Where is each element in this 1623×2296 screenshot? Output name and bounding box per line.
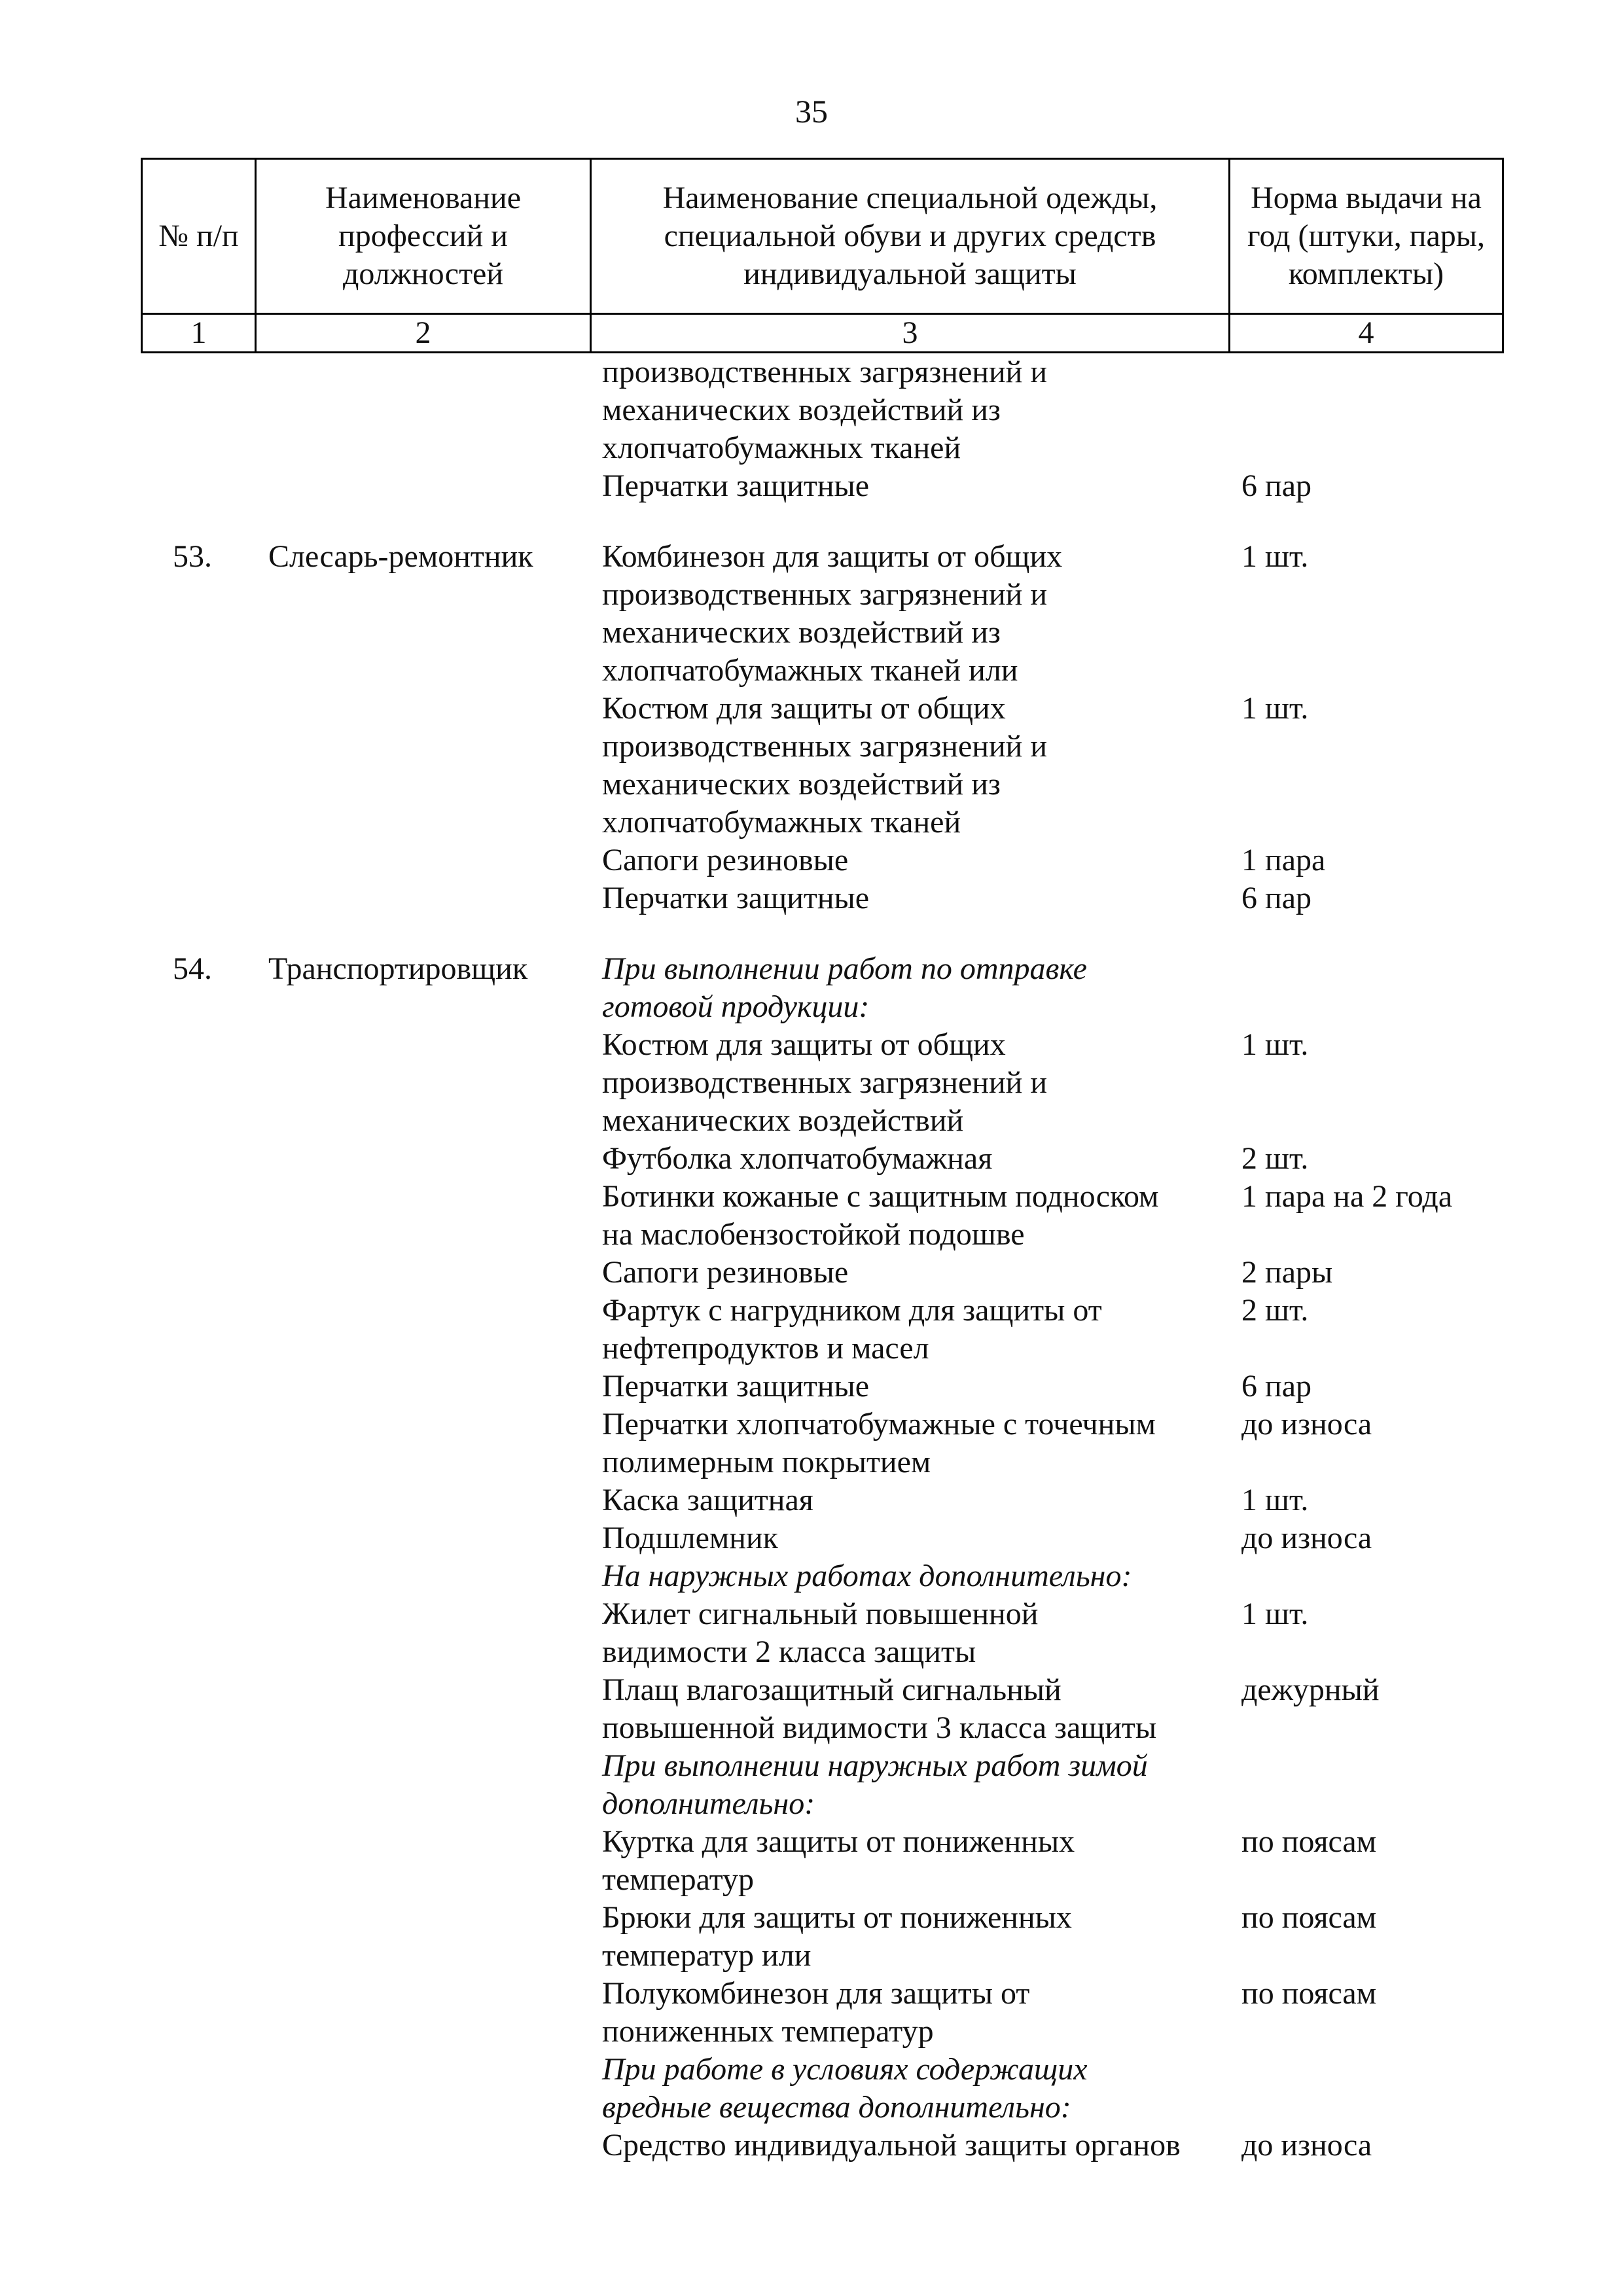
row-item: видимости 2 класса защиты — [602, 1634, 976, 1669]
row-item: Полукомбинезон для защиты от — [602, 1976, 1030, 2011]
row-item: При выполнении наружных работ зимой — [602, 1748, 1148, 1783]
row-item: хлопчатобумажных тканей — [602, 431, 961, 465]
row-norm: 1 шт. — [1241, 1483, 1309, 1517]
table-row — [0, 1216, 1623, 1254]
row-norm: 1 пара на 2 года — [1241, 1179, 1453, 1214]
row-profession: Транспортировщик — [268, 951, 528, 986]
row-item: Комбинезон для защиты от общих — [602, 539, 1063, 574]
row-item: Перчатки хлопчатобумажные с точечным — [602, 1407, 1156, 1441]
table-row — [0, 879, 1623, 917]
row-item: Костюм для защиты от общих — [602, 691, 1006, 726]
row-norm: 6 пар — [1241, 881, 1311, 915]
row-item: Перчатки защитные — [602, 1369, 870, 1404]
table-row — [0, 1823, 1623, 1861]
table-row — [0, 2127, 1623, 2164]
table-row — [0, 1671, 1623, 1709]
row-item: готовой продукции: — [602, 989, 870, 1024]
table-row — [0, 1178, 1623, 1216]
row-item: хлопчатобумажных тканей — [602, 805, 961, 839]
table-row — [0, 1899, 1623, 1937]
row-item: механических воздействий из — [602, 615, 1001, 650]
table-row — [0, 2051, 1623, 2089]
row-item: производственных загрязнений и — [602, 355, 1048, 389]
row-item: вредные вещества дополнительно: — [602, 2090, 1071, 2125]
row-norm: 1 шт. — [1241, 691, 1309, 726]
row-norm: по поясам — [1241, 1900, 1377, 1935]
row-norm: 2 шт. — [1241, 1293, 1309, 1328]
row-item: Перчатки защитные — [602, 881, 870, 915]
table-row — [0, 1026, 1623, 1064]
page-number: 35 — [795, 93, 828, 130]
header-profession: Наименование профессий и должностей — [256, 159, 591, 314]
table-row — [0, 1633, 1623, 1671]
table-row — [0, 1481, 1623, 1519]
row-norm: 1 шт. — [1241, 539, 1309, 574]
table-row — [0, 2013, 1623, 2051]
row-norm: 1 шт. — [1241, 1597, 1309, 1631]
row-item: производственных загрязнений и — [602, 729, 1048, 764]
row-item: производственных загрязнений и — [602, 1065, 1048, 1100]
row-item: Средство индивидуальной защиты органов — [602, 2128, 1181, 2163]
row-item: на маслобензостойкой подошве — [602, 1217, 1025, 1252]
table-row — [0, 429, 1623, 467]
row-item: механических воздействий из — [602, 767, 1001, 802]
row-item: При выполнении работ по отправке — [602, 951, 1087, 986]
row-norm: по поясам — [1241, 1976, 1377, 2011]
row-item: хлопчатобумажных тканей или — [602, 653, 1018, 688]
table-row — [0, 728, 1623, 766]
table-row — [0, 391, 1623, 429]
table-row — [0, 1443, 1623, 1481]
table-row — [0, 1292, 1623, 1330]
row-item: Сапоги резиновые — [602, 1255, 849, 1290]
row-norm: 1 пара — [1241, 843, 1326, 877]
row-item: Фартук с нагрудником для защиты от — [602, 1293, 1102, 1328]
table-row — [0, 1519, 1623, 1557]
table-row — [0, 766, 1623, 804]
table-row — [0, 1557, 1623, 1595]
header-norm: Норма выдачи на год (штуки, пары, комплекты) — [1230, 159, 1503, 314]
row-norm: до износа — [1241, 1407, 1372, 1441]
table-row — [0, 1064, 1623, 1102]
row-norm: 6 пар — [1241, 468, 1311, 503]
table-row — [0, 1368, 1623, 1405]
row-item: Сапоги резиновые — [602, 843, 849, 877]
row-item: механических воздействий из — [602, 393, 1001, 427]
table-row — [0, 1975, 1623, 2013]
row-norm: до износа — [1241, 2128, 1372, 2163]
table-row — [0, 1330, 1623, 1368]
row-item: Жилет сигнальный повышенной — [602, 1597, 1039, 1631]
row-number: 53. — [173, 539, 212, 574]
row-number: 54. — [173, 951, 212, 986]
row-norm: дежурный — [1241, 1672, 1380, 1707]
table-row — [0, 690, 1623, 728]
row-item: Ботинки кожаные с защитным подноском — [602, 1179, 1159, 1214]
row-item: Подшлемник — [602, 1521, 778, 1555]
row-item: нефтепродуктов и масел — [602, 1331, 929, 1366]
table-row — [0, 1785, 1623, 1823]
table-row — [0, 1937, 1623, 1975]
table-row — [0, 1861, 1623, 1899]
table-header — [141, 158, 1504, 353]
row-item: температур — [602, 1862, 755, 1897]
table-row — [0, 988, 1623, 1026]
row-item: Футболка хлопчатобумажная — [602, 1141, 993, 1176]
table-row — [0, 1405, 1623, 1443]
row-item: Брюки для защиты от пониженных — [602, 1900, 1072, 1935]
header-equipment: Наименование специальной одежды, специальной обуви и других средств индивидуальной защиты — [591, 159, 1230, 314]
row-item: Перчатки защитные — [602, 468, 870, 503]
row-item: полимерным покрытием — [602, 1445, 931, 1479]
row-item: Каска защитная — [602, 1483, 813, 1517]
header-number: № п/п — [142, 159, 256, 314]
row-item: механических воздействий — [602, 1103, 964, 1138]
header-num-4: 4 — [1230, 314, 1503, 353]
table-row — [0, 1102, 1623, 1140]
table-row — [0, 652, 1623, 690]
table-row — [0, 2089, 1623, 2127]
row-norm: 2 шт. — [1241, 1141, 1309, 1176]
row-item: дополнительно: — [602, 1786, 815, 1821]
table-row — [0, 538, 1623, 576]
table-row — [0, 950, 1623, 988]
table-row — [0, 1595, 1623, 1633]
table-row — [0, 841, 1623, 879]
table-row — [0, 1140, 1623, 1178]
row-norm: до износа — [1241, 1521, 1372, 1555]
row-norm: 6 пар — [1241, 1369, 1311, 1404]
row-item: При работе в условиях содержащих — [602, 2052, 1088, 2087]
row-item: повышенной видимости 3 класса защиты — [602, 1710, 1157, 1745]
row-item: Куртка для защиты от пониженных — [602, 1824, 1075, 1859]
row-item: Костюм для защиты от общих — [602, 1027, 1006, 1062]
row-item: пониженных температур — [602, 2014, 934, 2049]
table-row — [0, 1747, 1623, 1785]
row-item: температур или — [602, 1938, 812, 1973]
header-num-1: 1 — [142, 314, 256, 353]
row-norm: 1 шт. — [1241, 1027, 1309, 1062]
row-profession: Слесарь-ремонтник — [268, 539, 533, 574]
row-item: производственных загрязнений и — [602, 577, 1048, 612]
row-item: Плащ влагозащитный сигнальный — [602, 1672, 1061, 1707]
table-row — [0, 467, 1623, 505]
table-row — [0, 804, 1623, 841]
table-row — [0, 353, 1623, 391]
row-norm: по поясам — [1241, 1824, 1377, 1859]
header-num-3: 3 — [591, 314, 1230, 353]
table-row — [0, 576, 1623, 614]
row-item: На наружных работах дополнительно: — [602, 1559, 1132, 1593]
table-row — [0, 1254, 1623, 1292]
table-row — [0, 614, 1623, 652]
table-row — [0, 1709, 1623, 1747]
row-norm: 2 пары — [1241, 1255, 1333, 1290]
header-num-2: 2 — [256, 314, 591, 353]
